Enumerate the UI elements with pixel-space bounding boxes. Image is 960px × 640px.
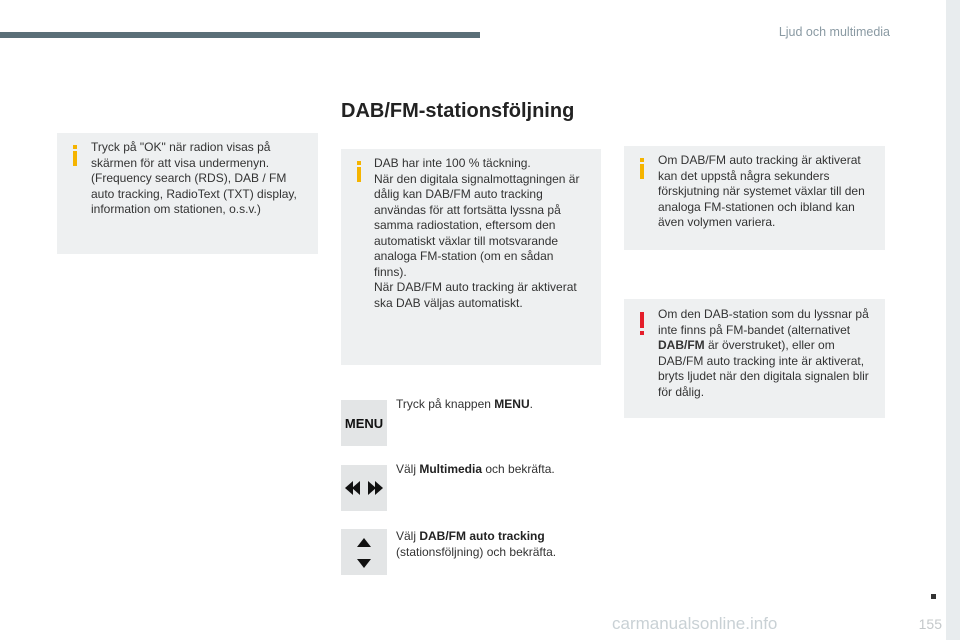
info-icon: [73, 151, 77, 166]
header-accent-bar: [0, 32, 480, 38]
info-icon: [640, 164, 644, 179]
step-menu-suffix: .: [529, 397, 533, 411]
step-menu: [396, 396, 533, 412]
info-box-left: [57, 133, 318, 254]
info-text: Om DAB/FM auto tracking är aktiverat kan det uppstå några sekunders förskjutning när systemet växlar till den analoga FM-stationen och ibland kan även volymen variera.: [658, 153, 865, 229]
step-multimedia-suffix: och bekräfta.: [482, 462, 555, 476]
step-menu-bold: MENU: [494, 397, 530, 411]
seek-arrows-icon: [341, 465, 387, 511]
menu-button-icon: [341, 400, 387, 446]
step-menu-prefix: Tryck på knappen: [396, 397, 495, 411]
page-marker: [931, 594, 936, 599]
warning-box: [624, 299, 885, 418]
section-title: Ljud och multimedia: [778, 25, 890, 39]
warning-text: [658, 307, 871, 400]
seek-buttons-icon: [341, 465, 387, 511]
step-multimedia-prefix: Välj: [396, 462, 420, 476]
info-text-line1: DAB har inte 100 % täckning.: [374, 156, 531, 170]
step-auto-tracking: [396, 528, 586, 560]
warning-icon: [640, 312, 644, 328]
page-heading: DAB/FM-stationsföljning: [341, 100, 575, 122]
info-text: Tryck på "OK" när radion visas på skärmen för att visa undermenyn. (Frequency search (RDS), DAB / FM auto tracking, RadioText (TXT) display, information om stationen, o.s.v.): [91, 140, 297, 216]
info-text-line2: När den digitala signalmottagningen är dålig kan DAB/FM auto tracking användas för att fortsätta lyssna på samma radiostation, eftersom den automatiskt växlar till motsvarande analoga FM-station (om en sådan finns).: [374, 171, 580, 279]
step-auto-tracking-prefix: Välj: [396, 529, 420, 543]
up-down-arrows-icon: [341, 529, 387, 575]
info-icon: [357, 167, 361, 182]
up-down-buttons-icon: [341, 529, 387, 575]
menu-button-label: MENU: [344, 416, 384, 431]
page-number: 155: [918, 616, 942, 632]
info-box-middle: [341, 149, 601, 365]
warning-text-end: är överstruket), eller om DAB/FM auto tracking inte är aktiverat, bryts ljudet när den digitala signalen blir för dålig.: [658, 338, 869, 399]
step-auto-tracking-bold: DAB/FM auto tracking: [419, 529, 545, 543]
step-multimedia-bold: Multimedia: [419, 462, 483, 476]
warning-text-start: Om den DAB-station som du lyssnar på inte finns på FM-bandet (alternativet: [658, 307, 869, 337]
step-auto-tracking-suffix: (stationsföljning) och bekräfta.: [396, 545, 557, 559]
warning-text-bold: DAB/FM: [658, 338, 705, 352]
info-text-line3: När DAB/FM auto tracking är aktiverat ska DAB väljas automatiskt.: [374, 280, 577, 310]
info-box-right: [624, 146, 885, 250]
page-edge-strip: [946, 0, 960, 640]
watermark: carmanualsonline.info: [612, 614, 778, 633]
step-multimedia: [396, 461, 555, 477]
